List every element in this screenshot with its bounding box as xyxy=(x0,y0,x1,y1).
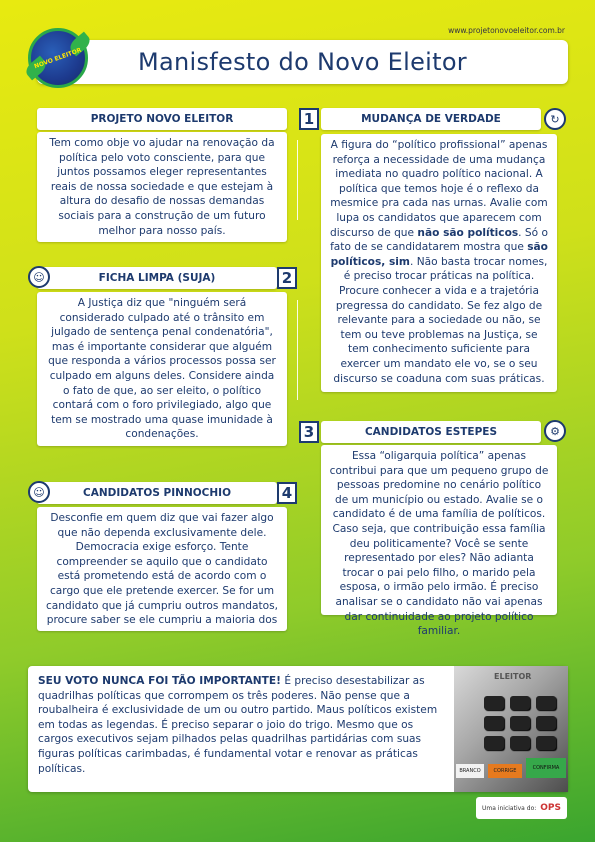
bottom-card xyxy=(28,666,568,792)
bottom-text: SEU VOTO NUNCA FOI TÃO IMPORTANTE! É preciso desestabilizar as quadrilhas políticas que corrompem os três poderes. Não pense que a roubalheira é exclusividade de um ou outro partido. Maus políticos existem em todas as legendas. É preciso separar o joio do trigo. Mesmo que os cargos executivos sejam pilhados pelas quadrilhas partidárias com suas figuras políticas carimbadas, é fundamental votar e renovar as práticas políticas. xyxy=(38,675,438,775)
logo-text: NOVO ELEITOR xyxy=(33,46,83,70)
page-title: Manisfesto do Novo Eleitor xyxy=(138,48,467,76)
projeto-heading: PROJETO NOVO ELEITOR xyxy=(90,113,234,125)
pinnochio-text: Desconfie em quem diz que vai fazer algo que não dependa exclusivamente dele. Democracia exige esforço. Tente compreender se aquilo que o candidato está prometendo está de acordo com o cargo que ele pretende exercer. Se for um candidato que já cumpriu outros mandatos, procure saber se ele cumpriu a maioria dos xyxy=(45,512,279,627)
pinocchio-icon: ☺ xyxy=(28,481,50,503)
ficha-text: A Justiça diz que "ninguém será considerado culpado até o trânsito em julgado de sentença penal condenatória", mas é importante considerar que alguém que responda a vários processos possa ser culpado em alguns deles. Considere ainda o fato de que, ao ser eleito, o político contará com o foro privilegiado, algo que tem se mostrado uma quase imunidade à condenações. xyxy=(48,297,276,441)
voting-machine-image xyxy=(454,666,568,792)
refresh-icon: ↻ xyxy=(544,108,566,130)
arrow-line xyxy=(297,300,298,400)
site-url[interactable]: www.projetonovoeleitor.com.br xyxy=(448,26,565,35)
corrige-key: CORRIGE xyxy=(488,764,522,778)
footer-badge xyxy=(476,797,567,819)
mudanca-header xyxy=(321,108,541,130)
pinnochio-card xyxy=(37,507,287,631)
footer-brand: OPS xyxy=(540,803,561,813)
estepes-text: Essa “oligarquia política” apenas contribui para que um pequeno grupo de pessoas predomine no cenário político de um município ou estado. Avalie se o candidato é de uma família de políticos. Caso seja, que contribuição essa família deu politicamente? Você se sente representado por eles? Não adianta trocar o pai pelo filho, o marido pela esposa, o irmão pelo irmão. É preciso analisar se o candidato não vai apenas dar continuidade ao projeto político familiar. xyxy=(329,450,549,638)
estepes-card xyxy=(321,445,557,638)
title-bar xyxy=(37,40,568,84)
section-number: 2 xyxy=(277,267,297,289)
section-number: 4 xyxy=(277,482,297,504)
estepes-header xyxy=(321,421,541,443)
ficha-heading: FICHA LIMPA (SUJA) xyxy=(98,272,216,284)
person-icon: ☺ xyxy=(28,266,50,288)
mudanca-card: A figura do “político profissional” apenas reforça a necessidade de uma mudança imediata no quadro político nacional. A política que temos hoje é o reflexo da mesmice pra cada nas urnas. Avalie com lupa os candidatos que aparecem com discurso de que não são políticos. Só o fato de se candidatarem mostra que são políticos, sim. Não basta trocar nomes, é preciso trocar práticas na política. Procure conhecer a vida e a trajetória pregressa do candidato. Se fez algo de relevante para a sociedade ou não, se tem ou teve problemas na Justiça, se tem conhecimento suficiente para exercer um mandato ele vo, se o seu discurso se coaduna com suas práticas. xyxy=(321,134,557,392)
branco-key: BRANCO xyxy=(456,764,484,778)
tire-icon: ⚙ xyxy=(544,420,566,442)
projeto-header xyxy=(37,108,287,130)
arrow-line xyxy=(297,140,298,220)
ficha-header xyxy=(37,267,277,289)
projeto-card xyxy=(37,132,287,242)
logo xyxy=(28,28,88,88)
section-number: 1 xyxy=(299,108,319,130)
ficha-card xyxy=(37,292,287,446)
footer-label: Uma iniciativa do: xyxy=(482,804,537,812)
pinnochio-header xyxy=(37,482,277,504)
section-number: 3 xyxy=(299,421,319,443)
pinnochio-heading: CANDIDATOS PINNOCHIO xyxy=(82,487,231,499)
confirma-key: CONFIRMA xyxy=(526,758,566,778)
mudanca-heading: MUDANÇA DE VERDADE xyxy=(361,113,501,125)
projeto-text: Tem como obje vo ajudar na renovação da política pelo voto consciente, para que juntos possamos eleger representantes reais de nossa sociedade e que estejam à altura do desafio de nossas demandas sociais para a construção de um futuro melhor para nosso país. xyxy=(49,137,275,237)
estepes-heading: CANDIDATOS ESTEPES xyxy=(364,426,498,438)
urna-brand: ELEITOR xyxy=(494,672,532,681)
